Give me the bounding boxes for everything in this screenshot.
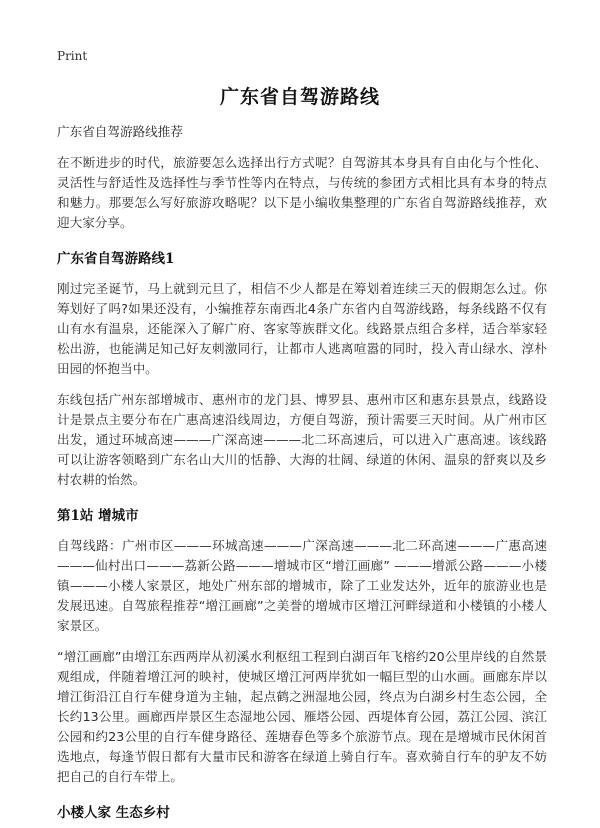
article-body bbox=[57, 122, 547, 828]
route1-paragraph-2: 东线包括广州东部增城市、惠州市的龙门县、博罗县、惠州市区和惠东县景点，线路设计是景点主要分布在广惠高速沿线周边，方便自驾游，预计需要三天时间。从广州市区出发，通过环城高速———广深高速———北二环高速后，可以进入广惠高速。该线路可以让游客领略到广东名山大川的恬静、大海的壮阔、绿道的休闲、温泉的舒爽以及乡村农耕的怡然。 bbox=[57, 392, 547, 487]
page-title: 广东省自驾游路线 bbox=[219, 86, 380, 108]
subtitle: 广东省自驾游路线推荐 bbox=[57, 124, 183, 139]
stop1-paragraph-1: 自驾线路：广州市区———环城高速———广深高速———北二环高速———广惠高速———仙村出口———荔新公路———增城市区“增江画廊” ———增派公路———小楼镇———小楼人家景区，地处广州东部的增城市，除了工业发达外，近年的旅游业也是发展迅速。自驾旅程推荐“增江画廊”之美誉的增城市区增江河畔绿道和小楼镇的小楼人家景区。 bbox=[57, 538, 547, 633]
route1-paragraph-1: 刚过完圣诞节，马上就到元旦了，相信不少人都是在筹划着连续三天的假期怎么过。你筹划好了吗?如果还没有，小编推荐东南西北4条广东省内自驾游线路，每条线路不仅有山有水有温泉，还能深入了解广府、客家等族群文化。线路景点组合多样，适合举家轻松出游，也能满足知己好友刺激同行，让都市人逃离喧嚣的同时，投入青山绿水、淳朴田园的怀抱当中。 bbox=[57, 281, 547, 376]
stop1-heading: 第1站 增城市 bbox=[57, 508, 139, 524]
print-link[interactable]: Print bbox=[57, 49, 88, 63]
route1-heading: 广东省自驾游路线1 bbox=[57, 251, 175, 267]
xiaolou-heading: 小楼人家 生态乡村 bbox=[57, 805, 170, 821]
intro-paragraph: 在不断进步的时代，旅游要怎么选择出行方式呢？自驾游其本身具有自由化与个性化、灵活性与舒适性及选择性与季节性等内在特点，与传统的参团方式相比具有本身的特点和魅力。那要怎么写好旅游攻略呢？以下是小编收集整理的广东省自驾游路线推荐，欢迎大家分享。 bbox=[57, 155, 547, 230]
stop1-paragraph-2: “增江画廊”由增江东西两岸从初溪水利枢纽工程到白湖百年飞榕约20公里岸线的自然景观组成，伴随着增江河的映衬，使城区增江河两岸犹如一幅巨型的山水画。画廊东岸以增江街沿江自行车健身道为主轴，起点鹤之洲湿地公园，终点为白湖乡村生态公园，全长约13公里。画廊西岸景区生态湿地公园、雁塔公园、西堤体育公园，荔江公园、滨江公园和约23公里的自行车健身路径、莲塘春色等多个旅游节点。现在是增城市民休闲首选地点，每逢节假日都有大量市民和游客在绿道上骑自行车。喜欢骑自行车的驴友不妨把自己的自行车带上。 bbox=[57, 649, 547, 784]
